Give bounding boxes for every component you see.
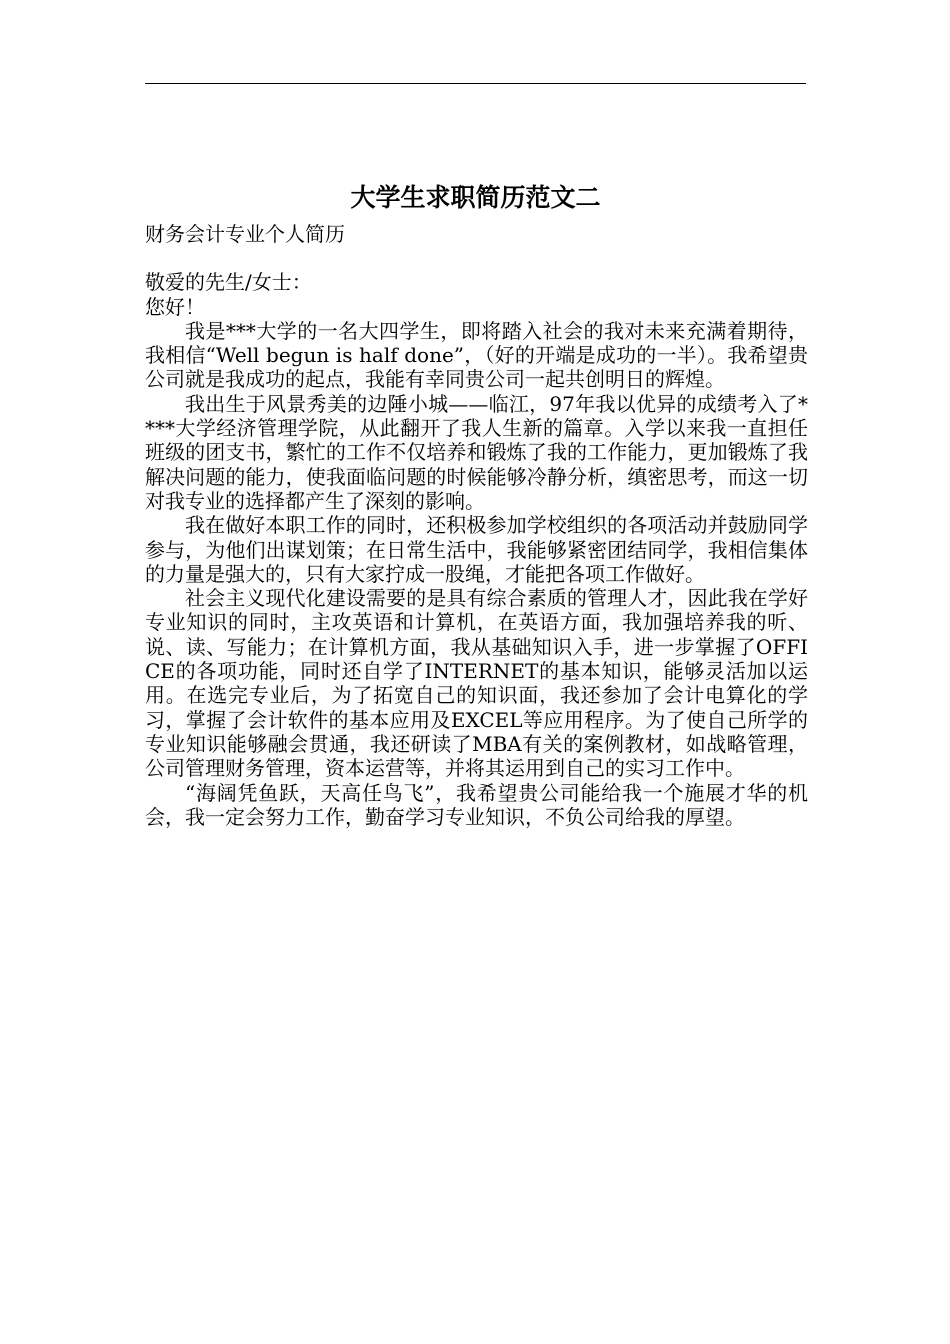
paragraph-intro: 我是***大学的一名大四学生，即将踏入社会的我对未来充满着期待，我相信“Well begun is half done”，（好的开端是成功的一半）。我希望贵公司就是我成功的起点，我能有幸同贵公司一起共创明日的辉煌。 <box>145 318 808 392</box>
paragraph-activities: 我在做好本职工作的同时，还积极参加学校组织的各项活动并鼓励同学参与，为他们出谋划策；在日常生活中，我能够紧密团结同学，我相信集体的力量是强大的，只有大家拧成一股绳，才能把各项工作做好。 <box>145 513 808 586</box>
document-subtitle: 财务会计专业个人简历 <box>145 222 345 246</box>
greeting: 您好！ <box>145 294 205 319</box>
header-rule <box>145 83 806 84</box>
paragraph-skills: 社会主义现代化建设需要的是具有综合素质的管理人才，因此我在学好专业知识的同时，主攻英语和计算机，在英语方面，我加强培养我的听、说、读、写能力；在计算机方面，我从基础知识入手，进一步掌握了OFFICE的各项功能，同时还自学了INTERNET的基本知识，能够灵活加以运用。在选完专业后，为了拓宽自己的知识面，我还参加了会计电算化的学习，掌握了会计软件的基本应用及EXCEL等应用程序。为了使自己所学的专业知识能够融会贯通，我还研读了MBA有关的案例教材，如战略管理，公司管理财务管理，资本运营等，并将其运用到自己的实习工作中。 <box>145 586 808 781</box>
document-body <box>145 222 808 829</box>
paragraph-closing: “海阔凭鱼跃，天高任鸟飞”，我希望贵公司能给我一个施展才华的机会，我一定会努力工作，勤奋学习专业知识，不负公司给我的厚望。 <box>145 780 808 829</box>
paragraph-background: 我出生于风景秀美的边陲小城——临江，97年我以优异的成绩考入了****大学经济管理学院，从此翻开了我人生新的篇章。入学以来我一直担任班级的团支书，繁忙的工作不仅培养和锻炼了我的工作能力，更加锻炼了我解决问题的能力，使我面临问题的时候能够冷静分析，缜密思考，而这一切对我专业的选择都产生了深刻的影响。 <box>145 391 808 513</box>
salutation: 敬爱的先生/女士： <box>145 270 312 295</box>
page-title: 大学生求职简历范文二 <box>350 183 601 212</box>
